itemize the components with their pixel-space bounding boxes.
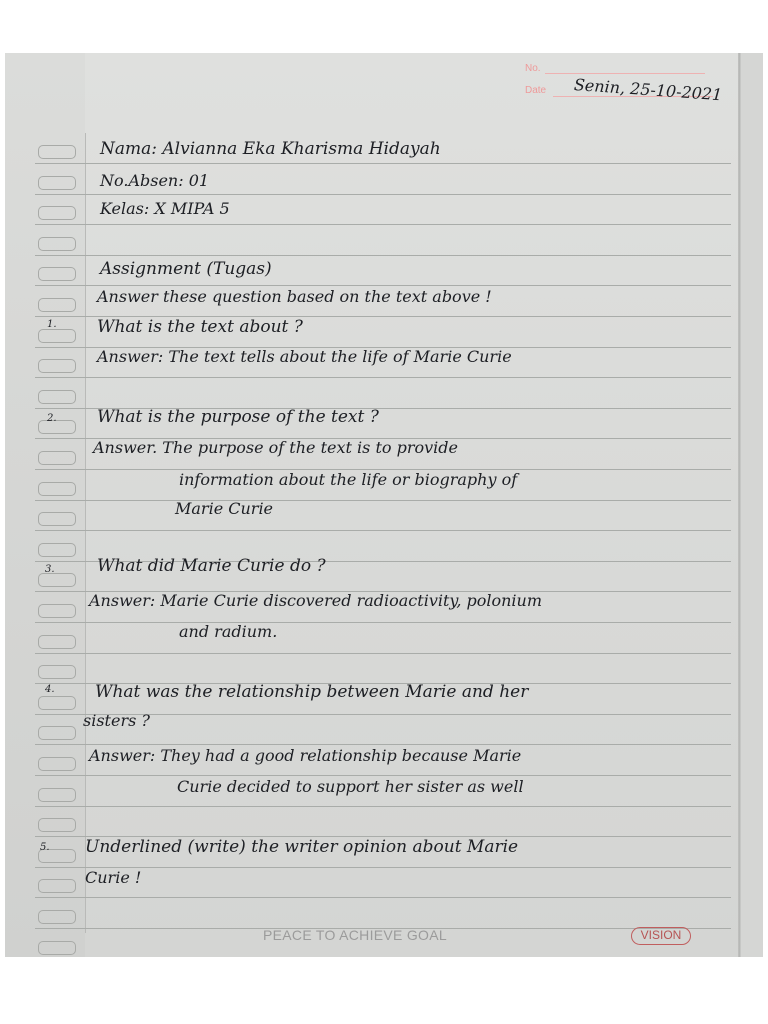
ruled-line [35,622,731,623]
ruled-line [35,897,731,898]
ruled-line [35,775,731,776]
margin-box [38,573,76,587]
margin-box [38,879,76,893]
margin-rule [85,133,86,933]
question-text: What is the text about ? [97,317,303,337]
question-number: 2. [47,413,57,424]
margin-box [38,788,76,802]
no-label: No. [525,63,541,74]
question-number: 4. [45,684,55,695]
question-text: sisters ? [83,711,150,730]
margin-box [38,145,76,159]
question-text: Underlined (write) the writer opinion about Marie [85,837,519,857]
ruled-line [35,163,731,164]
answer-text: Answer: They had a good relationship because Marie [89,746,522,765]
ruled-line [35,255,731,256]
margin-box [38,206,76,220]
margin-box [38,329,76,343]
ruled-line [35,194,731,195]
margin-box [38,757,76,771]
student-kelas: Kelas: X MIPA 5 [100,199,230,218]
ruled-line [35,530,731,531]
margin-box [38,267,76,281]
assignment-title: Assignment (Tugas) [100,259,272,279]
question-text: What did Marie Curie do ? [97,556,326,576]
margin-box [38,696,76,710]
margin-box [38,512,76,526]
margin-box [38,237,76,251]
question-number: 1. [47,319,57,330]
answer-text: Answer: The text tells about the life of Marie Curie [97,347,512,366]
question-number: 5. [40,842,50,853]
margin-box [38,482,76,496]
margin-box [38,910,76,924]
ruled-line [35,744,731,745]
ruled-line [35,500,731,501]
date-text: Senin, 25-10-2021 [573,75,723,105]
margin-box [38,451,76,465]
margin-box [38,543,76,557]
margin-box [38,635,76,649]
no-line [545,73,705,74]
student-name: Nama: Alvianna Eka Kharisma Hidayah [100,139,441,159]
question-text: What is the purpose of the text ? [97,407,379,427]
margin-box [38,420,76,434]
question-text: Curie ! [85,868,142,887]
margin-box [38,665,76,679]
next-page-edge [741,53,763,957]
answer-text: information about the life or biography of [179,470,518,489]
answer-text: Curie decided to support her sister as well [177,777,524,796]
question-number: 3. [45,564,55,575]
footer-slogan: PEACE TO ACHIEVE GOAL [263,927,447,943]
answer-text: Answer. The purpose of the text is to provide [93,438,458,457]
student-absen: No.Absen: 01 [100,171,210,190]
margin-box [38,818,76,832]
assignment-instruction: Answer these question based on the text above ! [97,287,492,306]
margin-box [38,359,76,373]
margin-box [38,604,76,618]
ruled-line [35,377,731,378]
answer-text: Answer: Marie Curie discovered radioactivity, polonium [89,591,543,610]
ruled-line [35,653,731,654]
margin-box [38,726,76,740]
margin-box [38,941,76,955]
notebook-page [5,53,763,957]
margin-box [38,298,76,312]
ruled-line [35,806,731,807]
answer-text: Marie Curie [175,499,274,518]
margin-box [38,176,76,190]
margin-box [38,390,76,404]
brand-logo: VISION [631,927,691,945]
ruled-line [35,285,731,286]
date-label: Date [525,85,547,96]
answer-text: and radium. [179,622,278,641]
ruled-line [35,224,731,225]
question-text: What was the relationship between Marie and her [95,682,529,702]
